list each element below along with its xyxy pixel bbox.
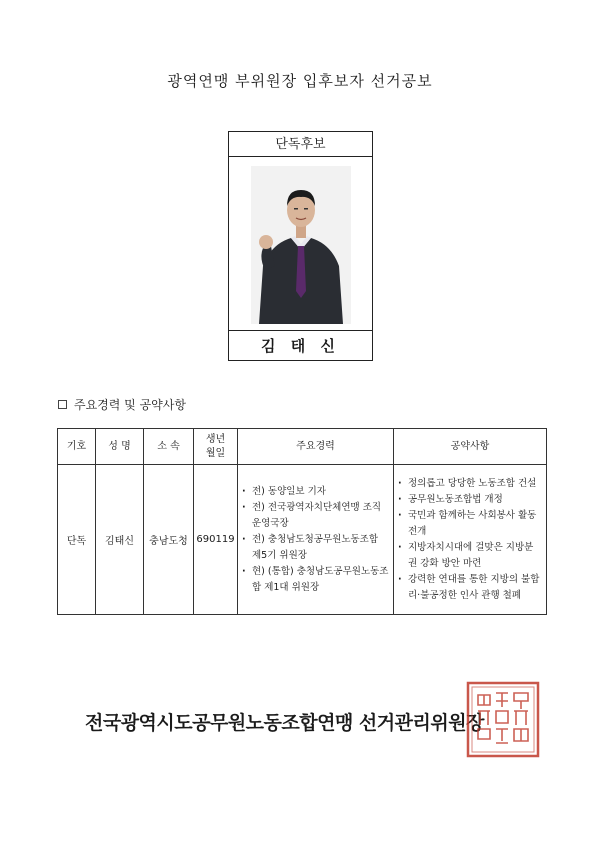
cell-name: 김태신 [96, 465, 144, 615]
career-item: · 전) 충청남도청공무원노동조합 제5기 위원장 [242, 532, 389, 564]
header-symbol: 기호 [58, 429, 96, 465]
header-career: 주요경력 [238, 429, 394, 465]
document-title: 광역연맹 부위원장 입후보자 선거공보 [167, 72, 433, 90]
header-name: 성 명 [96, 429, 144, 465]
header-affiliation: 소 속 [144, 429, 194, 465]
checkbox-bullet-icon [58, 400, 67, 409]
career-item: · 현) (통합) 충청남도공무원노동조합 제1대 위원장 [242, 564, 389, 596]
career-list [242, 484, 389, 596]
table-header-row [58, 429, 547, 465]
pledge-item: · 국민과 함께하는 사회봉사 활동 전개 [398, 508, 542, 540]
career-item: · 전) 전국광역자치단체연맹 조직운영국장 [242, 500, 389, 532]
candidate-type-label: 단독후보 [229, 132, 372, 157]
section-heading [58, 396, 186, 413]
official-seal-stamp [466, 681, 540, 758]
pledge-item: · 강력한 연대를 통한 지방의 불합리·불공정한 인사 관행 철폐 [398, 572, 542, 604]
pledge-item: · 지방자치시대에 걸맞은 지방분권 강화 방안 마련 [398, 540, 542, 572]
candidate-card [228, 131, 373, 361]
cell-symbol: 단독 [58, 465, 96, 615]
header-birth-line2: 월일 [205, 447, 226, 459]
issuer-organization: 전국광역시도공무원노동조합연맹 선거관리위원장 [85, 712, 484, 734]
cell-pledges [394, 465, 547, 615]
pledge-item: · 공무원노동조합법 개정 [398, 492, 542, 508]
candidate-name: 김 태 신 [229, 330, 372, 360]
header-birth [194, 429, 238, 465]
pledge-item: · 정의롭고 당당한 노동조합 건설 [398, 476, 542, 492]
header-birth-line1: 생년 [205, 433, 226, 445]
cell-career [238, 465, 394, 615]
career-item: · 전) 동양일보 기자 [242, 484, 389, 500]
table-row [58, 465, 547, 615]
career-table [57, 428, 547, 615]
header-pledges: 공약사항 [394, 429, 547, 465]
candidate-photo [251, 166, 351, 324]
cell-affiliation: 충남도청 [144, 465, 194, 615]
cell-birth: 690119 [194, 465, 238, 615]
section-heading-text: 주요경력 및 공약사항 [74, 398, 186, 412]
pledge-list [398, 476, 542, 604]
